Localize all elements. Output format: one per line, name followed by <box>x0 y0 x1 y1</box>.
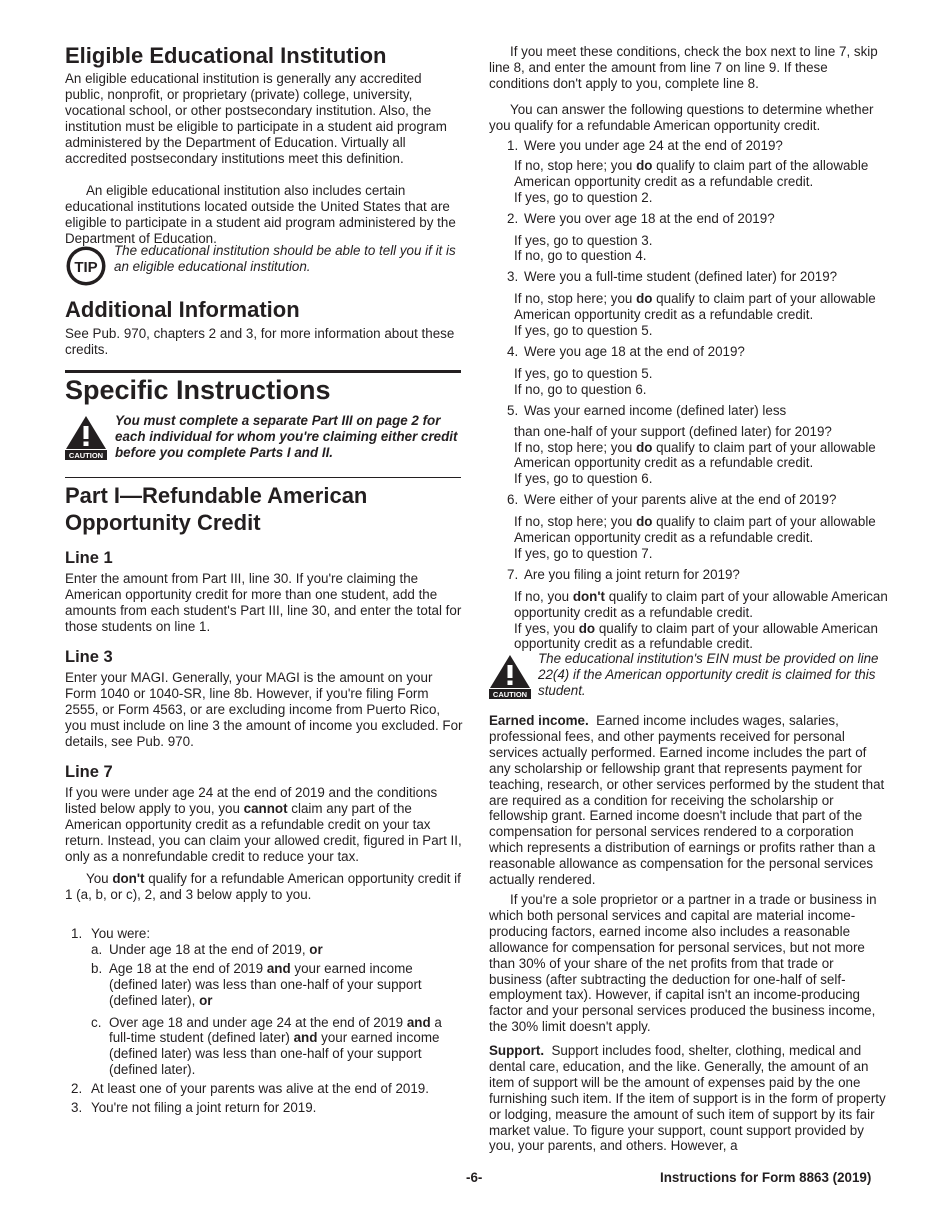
question-5: 5. Was your earned income (defined later) less <box>507 402 787 418</box>
line7-paragraph-2: You don't qualify for a refundable American opportunity credit if 1 (a, b, or c), 2, and 3 below apply to you. <box>65 871 461 902</box>
conditions-list <box>65 926 463 1116</box>
tip-label: TIP <box>74 259 98 276</box>
answer-5: than one-half of your support (defined later) for 2019? If no, stop here; you do qualify to claim part of your allowable American opportunity credit as a refundable credit. If yes, go to question 6. <box>514 423 876 487</box>
additional-info-text: See Pub. 970, chapters 2 and 3, for more information about these credits. <box>65 326 455 357</box>
list-item: 3. You're not filing a joint return for 2019. <box>71 1100 317 1116</box>
intro-paragraph-1: If you meet these conditions, check the box next to line 7, skip line 8, and enter the amount from line 7 on line 9. If these conditions don't apply to you, complete line 8. <box>489 44 878 91</box>
line7-heading: Line 7 <box>65 763 113 781</box>
question-4: 4. Were you age 18 at the end of 2019? <box>507 343 745 359</box>
caution-label: CAUTION <box>492 690 528 699</box>
list-item: 1. You were: <box>71 926 151 941</box>
caution-label: CAUTION <box>68 451 104 460</box>
support-paragraph: Support. Support includes food, shelter, clothing, medical and dental care, education, and the like. Generally, the amount of an item of support will be the amount of expenses paid by the one furnishing such item. If the item of support is in the form of property or lodging, measure the amount of such item of support by its fair market value. To figure your support, count support provided by you, your parents, and others. However, a <box>489 1043 886 1154</box>
question-3: 3. Were you a full-time student (defined later) for 2019? <box>507 269 838 285</box>
section-rule-thin <box>65 477 461 478</box>
caution-text-1: You must complete a separate Part III on page 2 for each individual for whom you're claiming either credit before you complete Parts I and II. <box>115 413 458 460</box>
caution-icon <box>489 654 531 700</box>
line3-text: Enter your MAGI. Generally, your MAGI is the amount on your Form 1040 or 1040-SR, line 8b. However, if you're filing Form 2555, or Form 4563, or are excluding income from Puerto Rico, you must include on line 3 the amount of income you excluded. For details, see Pub. 970. <box>65 670 463 749</box>
part1-heading: Part I—Refundable American Opportunity Credit <box>65 483 368 535</box>
additional-info-heading: Additional Information <box>65 297 300 322</box>
page-number: -6- <box>466 1170 483 1185</box>
answer-6: If no, stop here; you do qualify to claim part of your allowable American opportunity credit as a refundable credit. If yes, go to question 7. <box>514 514 876 561</box>
answer-1: If no, stop here; you do qualify to claim part of the allowable American opportunity credit as a refundable credit. If yes, go to question 2. <box>514 157 869 205</box>
answer-7: If no, you don't qualify to claim part of your allowable American opportunity credit as a refundable credit. If yes, you do qualify to claim part of your allowable American opportunity credit as a refundable credit. <box>514 588 888 652</box>
caution-icon <box>65 415 107 461</box>
list-item: 2. At least one of your parents was alive at the end of 2019. <box>71 1081 429 1097</box>
tip-text: The educational institution should be able to tell you if it is an eligible educational institution. <box>114 243 456 274</box>
list-item: b. Age 18 at the end of 2019 and your earned income (defined later) was less than one-half of your support (defined later), or <box>91 960 422 1008</box>
line3-heading: Line 3 <box>65 648 113 666</box>
earned-income-paragraph: Earned income. Earned income includes wages, salaries, professional fees, and other payments received for personal services actually performed. Earned income includes the part of any scholarship or fellowship grant that represents payment for teaching, research, or other services performed by the student that are required as a condition for receiving the scholarship or fellowship grant. Earned income doesn't include that part of the compensation for personal services rendered to a corporation which represents a distribution of earnings or profits rather than a reasonable allowance as compensation for the personal services actually rendered. <box>489 713 885 888</box>
question-7: 7. Are you filing a joint return for 2019? <box>507 566 740 582</box>
question-2: 2. Were you over age 18 at the end of 2019? <box>507 210 775 226</box>
question-6: 6. Were either of your parents alive at the end of 2019? <box>507 492 837 508</box>
eei-heading: Eligible Educational Institution <box>65 43 387 68</box>
eei-paragraph-2: An eligible educational institution also includes certain educational institutions located outside the United States that are eligible to participate in a student aid program administered by the Department of Education. <box>65 183 456 246</box>
list-item: a. Under age 18 at the end of 2019, or <box>91 941 323 957</box>
line1-text: Enter the amount from Part III, line 30. If you're claiming the American opportunity credit for more than one student, add the amounts from each student's Part III, line 30, and enter the total for those students on line 1. <box>65 571 462 634</box>
list-item: c. Over age 18 and under age 24 at the end of 2019 and a full-time student (defined later) and your earned income (defined later) was less than one-half of your support (defined later). <box>91 1014 442 1078</box>
form-title: Instructions for Form 8863 (2019) <box>660 1170 872 1185</box>
answer-2: If yes, go to question 3. If no, go to question 4. <box>514 232 653 264</box>
eei-paragraph-1: An eligible educational institution is generally any accredited public, nonprofit, or proprietary (private) college, university, vocational school, or other postsecondary institution. Also, the institution must be eligible to participate in a student aid program administered by the Department of Education. Virtually all accredited postsecondary institutions meet this definition. <box>65 71 447 166</box>
caution-text-2: The educational institution's EIN must be provided on line 22(4) if the American opportunity credit is claimed for this student. <box>538 651 879 698</box>
answer-3: If no, stop here; you do qualify to claim part of your allowable American opportunity credit as a refundable credit. If yes, go to question 5. <box>514 291 876 339</box>
line1-heading: Line 1 <box>65 549 113 567</box>
question-1: 1. Were you under age 24 at the end of 2019? <box>507 138 783 153</box>
answer-4: If yes, go to question 5. If no, go to question 6. <box>514 365 653 397</box>
line7-paragraph-1: If you were under age 24 at the end of 2019 and the conditions listed below apply to you, you cannot claim any part of the American opportunity credit as a refundable credit on your tax return. Instead, you can claim your allowed credit, figured in Part II, only as a nonrefundable credit to reduce your tax. <box>65 785 462 864</box>
questions-list <box>489 138 889 652</box>
sole-proprietor-paragraph: If you're a sole proprietor or a partner in a trade or business in which both personal services and capital are material income-producing factors, earned income also includes a reasonable allowance for compensation for personal services, but not more than 30% of your share of the net profits from that trade or business (after subtracting the deduction for one-half of self-employment tax). However, if capital isn't an income-producing factor and your personal services produced the business income, the 30% limit doesn't apply. <box>489 892 877 1035</box>
specific-instructions-heading: Specific Instructions <box>65 375 331 405</box>
section-rule <box>65 370 461 373</box>
intro-paragraph-2: You can answer the following questions to determine whether you qualify for a refundable American opportunity credit. <box>489 102 874 133</box>
tip-icon <box>66 246 106 286</box>
